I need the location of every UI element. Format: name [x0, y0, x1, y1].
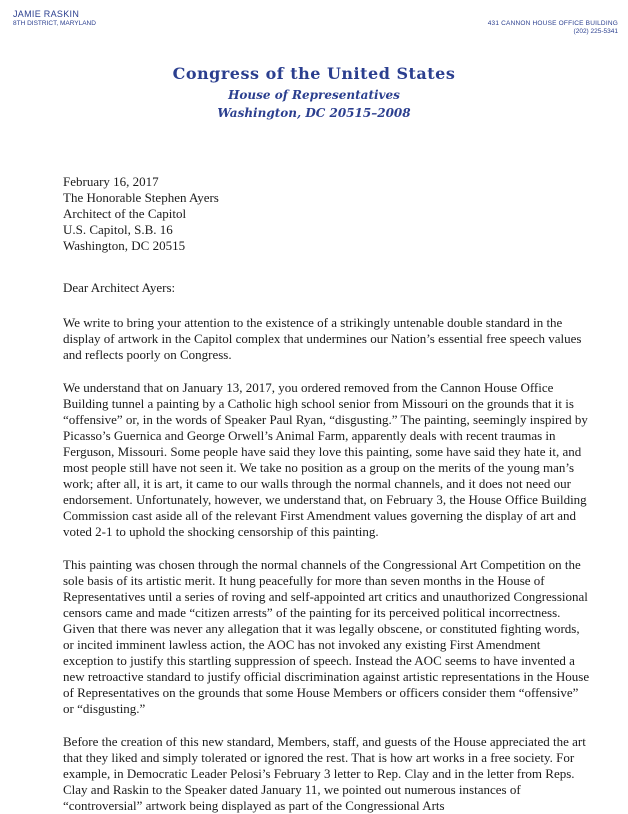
- paragraph: This painting was chosen through the normal channels of the Congressional Art Competition on the sole basis of its artistic merit. It hung peacefully for more than seven months in the House of Representatives until a series of roving and self-appointed art critics and unauthorized Congressional censors came and made “citizen arrests” of the painting for its perceived political incorrectness. Given that there was never any allegation that it was legally obscene, or constituted fighting words, or incited imminent lawless action, the AOC has not invoked any existing First Amendment exception to justify this startling suppression of speech. Instead the AOC seems to have invented a new retroactive standard to justify official discrimination against artistic representations in the House of Representatives on the grounds that some House Members or officers consider them “offensive” or “disgusting.”: [63, 557, 590, 716]
- letterhead-subtitle: House of Representatives: [228, 88, 400, 102]
- recipient-line: U.S. Capitol, S.B. 16: [63, 222, 173, 237]
- member-name: JAMIE RASKIN: [13, 9, 80, 19]
- paragraph: We understand that on January 13, 2017, you ordered removed from the Cannon House Office Building tunnel a painting by a Catholic high school senior from Missouri on the grounds that it is “offensive” or, in the words of Speaker Paul Ryan, “disgusting.” The painting, seemingly inspired by Picasso’s Guernica and George Orwell’s Animal Farm, apparently deals with recent traumas in Ferguson, Missouri. Some people have said they love this painting, some have said they hate it, and most people still have not seen it. We take no position as a group on the merits of the young man’s work; after all, it is art, it came to our walls through the normal channels, and it does not need our endorsement. Unfortunately, however, we understand that, on February 3, the House Office Building Commission cast aside all of the relevant First Amendment values governing the display of art and voted 2-1 to uphold the shocking censorship of this painting.: [63, 380, 588, 539]
- salutation: Dear Architect Ayers:: [63, 280, 176, 295]
- letter-date: February 16, 2017: [63, 174, 159, 189]
- recipient-line: Architect of the Capitol: [63, 206, 187, 221]
- paragraph: We write to bring your attention to the existence of a strikingly untenable double standard in the display of artwork in the Capitol complex that undermines our Nation’s essential free speech values and reflects poorly on Congress.: [63, 315, 582, 362]
- letterhead-city: Washington, DC 20515–2008: [217, 106, 411, 120]
- member-header: [13, 9, 96, 27]
- recipient-line: The Honorable Stephen Ayers: [63, 190, 219, 205]
- office-phone: (202) 225-5341: [573, 28, 618, 35]
- recipient-line: Washington, DC 20515: [63, 238, 186, 253]
- paragraph: Before the creation of this new standard, Members, staff, and guests of the House appreciated the art that they liked and simply tolerated or ignored the rest. That is how art works in a free society. For example, in Democratic Leader Pelosi’s February 3 letter to Rep. Clay and in the letter from Reps. Clay and Raskin to the Speaker dated January 11, we pointed out numerous instances of “controversial” artwork being displayed as part of the Congressional Arts: [63, 734, 586, 813]
- office-header: [488, 20, 618, 35]
- member-district: 8TH DISTRICT, MARYLAND: [13, 20, 96, 27]
- recipient-address: [63, 190, 591, 254]
- office-address: 431 CANNON HOUSE OFFICE BUILDING: [487, 20, 618, 27]
- letterhead-title: Congress of the United States: [172, 64, 456, 83]
- letter-body: [63, 174, 591, 814]
